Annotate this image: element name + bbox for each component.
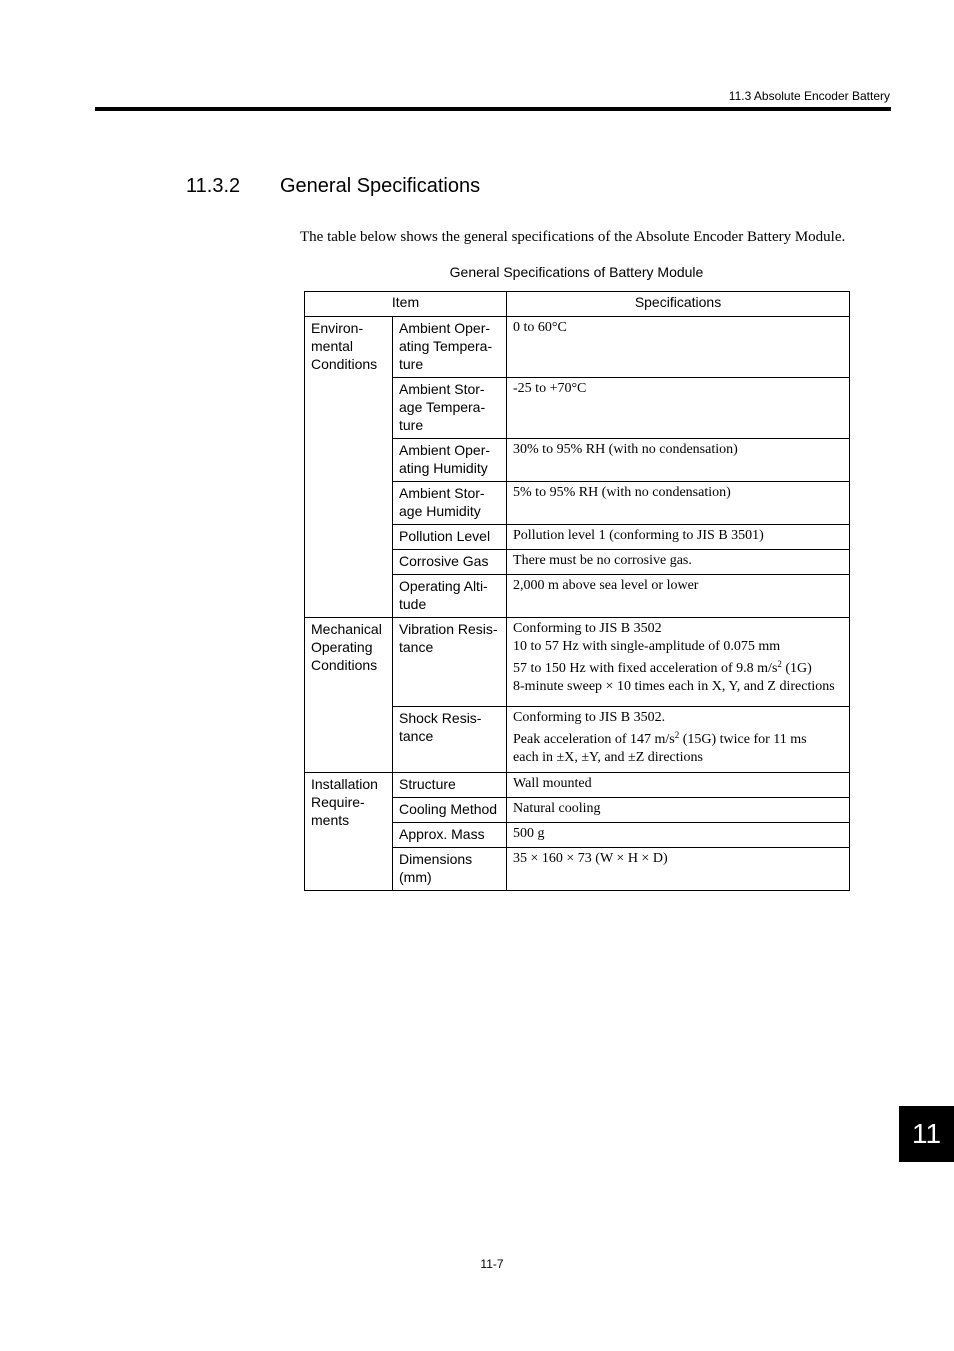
spec-cell: 30% to 95% RH (with no condensation) xyxy=(507,439,850,482)
table-caption: General Specifications of Battery Module xyxy=(449,264,704,280)
header-rule xyxy=(95,107,891,111)
spec-cell: There must be no corrosive gas. xyxy=(507,550,850,575)
item-label: Ambient Stor- age Humidity xyxy=(399,485,485,519)
spec-cell: Pollution level 1 (conforming to JIS B 3501) xyxy=(507,525,850,550)
item-cell xyxy=(393,439,507,482)
item-cell xyxy=(393,575,507,618)
item-cell xyxy=(393,378,507,439)
spec-text: Peak acceleration of 147 m/s xyxy=(513,732,675,747)
spec-text: (1G) xyxy=(781,661,812,676)
spec-line: Conforming to JIS B 3502 xyxy=(513,621,662,636)
spec-cell: 0 to 60°C xyxy=(507,317,850,378)
group-label: Mechanical Operating Conditions xyxy=(311,621,382,673)
spec-cell: 5% to 95% RH (with no condensation) xyxy=(507,482,850,525)
page-number: 11-7 xyxy=(480,1257,504,1271)
table-row xyxy=(305,618,850,707)
spec-line xyxy=(513,660,846,678)
header-item: Item xyxy=(305,292,507,317)
superscript: 2 xyxy=(674,730,680,740)
spec-cell: 35 × 160 × 73 (W × H × D) xyxy=(507,848,850,891)
item-cell: Corrosive Gas xyxy=(393,550,507,575)
table-row xyxy=(305,317,850,378)
table-header-row xyxy=(305,292,850,317)
spec-text: (15G) twice for 11 ms xyxy=(679,732,807,747)
group-label: Installation Require- ments xyxy=(311,776,378,828)
running-header: 11.3 Absolute Encoder Battery xyxy=(728,89,890,103)
spec-line: 8-minute sweep × 10 times each in X, Y, and Z directions xyxy=(513,679,835,694)
item-cell: Approx. Mass xyxy=(393,823,507,848)
item-label: Operating Alti- tude xyxy=(399,578,488,612)
group-mechanical xyxy=(305,618,393,773)
spec-cell: 2,000 m above sea level or lower xyxy=(507,575,850,618)
table-row xyxy=(305,773,850,798)
spec-line: 10 to 57 Hz with single-amplitude of 0.075 mm xyxy=(513,639,781,654)
spec-text: 57 to 150 Hz with fixed acceleration of 9.8 m/s xyxy=(513,661,778,676)
group-label: Environ- mental Conditions xyxy=(311,320,378,372)
spec-cell: 500 g xyxy=(507,823,850,848)
spec-cell xyxy=(507,707,850,773)
spec-cell: Wall mounted xyxy=(507,773,850,798)
item-cell xyxy=(393,848,507,891)
item-cell xyxy=(393,317,507,378)
header-specifications: Specifications xyxy=(507,292,850,317)
section-title: General Specifications xyxy=(280,175,481,197)
spec-cell xyxy=(507,618,850,707)
item-cell: Pollution Level xyxy=(393,525,507,550)
item-label: Ambient Stor- age Tempera- ture xyxy=(399,381,486,433)
item-cell: Cooling Method xyxy=(393,798,507,823)
intro-paragraph: The table below shows the general specifications of the Absolute Encoder Battery Module. xyxy=(300,229,846,245)
spec-line: Conforming to JIS B 3502. xyxy=(513,710,666,725)
item-cell xyxy=(393,482,507,525)
spec-cell: -25 to +70°C xyxy=(507,378,850,439)
group-environmental xyxy=(305,317,393,618)
spec-cell: Natural cooling xyxy=(507,798,850,823)
item-label: Shock Resis- tance xyxy=(399,710,482,744)
spec-line: each in ±X, ±Y, and ±Z directions xyxy=(513,750,703,765)
item-label: Dimensions (mm) xyxy=(399,851,473,885)
item-cell: Structure xyxy=(393,773,507,798)
item-cell xyxy=(393,618,507,707)
section-number: 11.3.2 xyxy=(186,175,241,197)
item-label: Vibration Resis- tance xyxy=(399,621,498,655)
spec-line xyxy=(513,731,844,749)
item-label: Ambient Oper- ating Humidity xyxy=(399,442,491,476)
specifications-table xyxy=(304,291,850,891)
item-label: Ambient Oper- ating Tempera- ture xyxy=(399,320,493,372)
item-cell xyxy=(393,707,507,773)
group-installation xyxy=(305,773,393,891)
chapter-tab: 11 xyxy=(899,1106,954,1162)
superscript: 2 xyxy=(777,659,782,669)
